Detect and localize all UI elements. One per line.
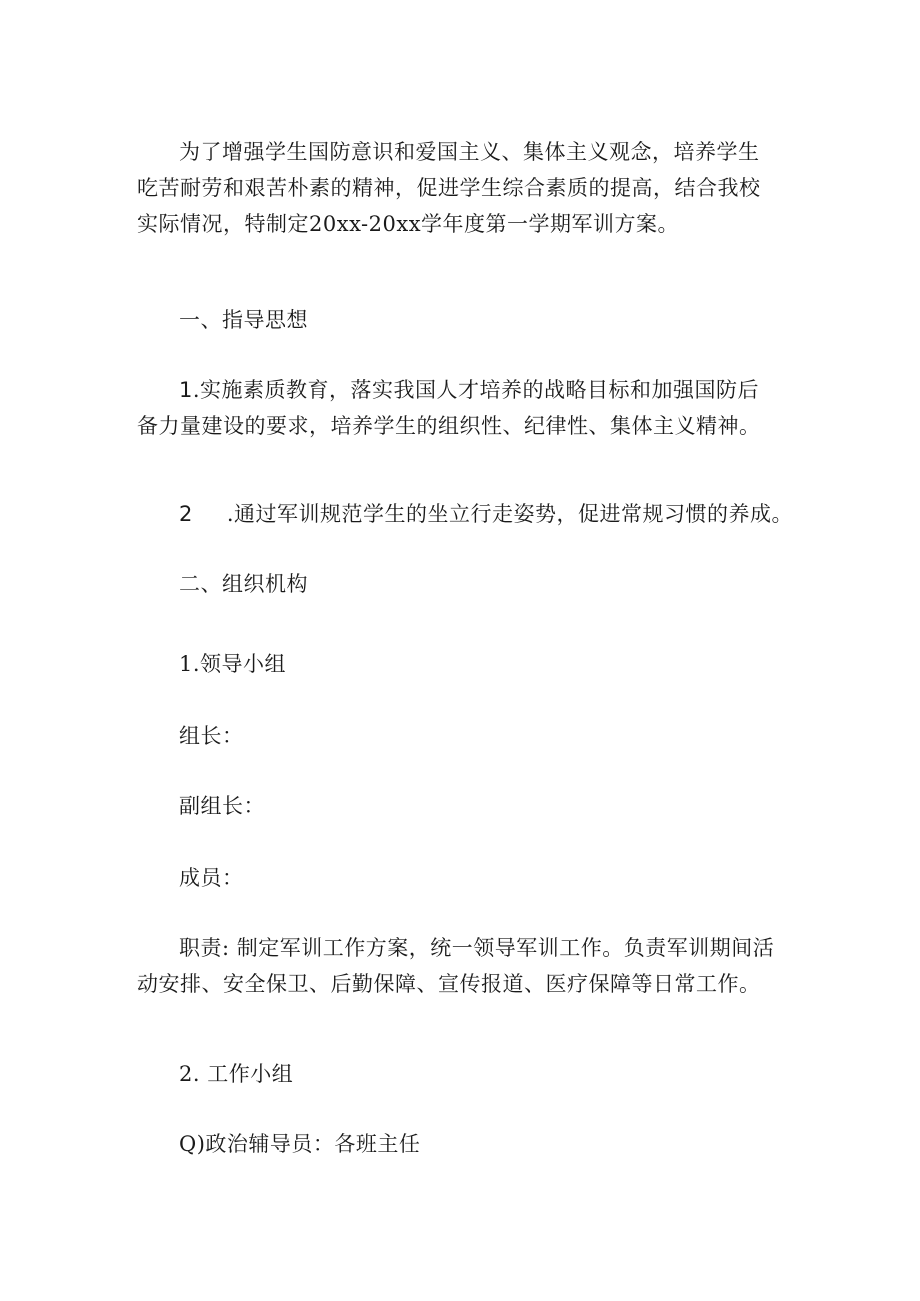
guideline-item-2-text: .通过军训规范学生的坐立行走姿势，促进常规习惯的养成。 bbox=[226, 502, 794, 526]
work-group-title: 2. 工作小组 bbox=[179, 1062, 294, 1086]
guideline-item-2-number: 2 bbox=[179, 502, 193, 526]
section-1-title: 一、指导思想 bbox=[179, 308, 308, 332]
group-leader-label: 组长： bbox=[179, 724, 244, 748]
members-label: 成员： bbox=[179, 866, 244, 890]
guideline-item-1-text: .实施素质教育，落实我国人才培养的战略目标和加强国防后备力量建设的要求，培养学生的组织性、纪律性、集体主义精神。 bbox=[137, 378, 761, 438]
political-counselor-line: Q)政治辅导员：各班主任 bbox=[179, 1132, 421, 1156]
guideline-item-1 bbox=[137, 372, 777, 444]
leadership-group-title: 1.领导小组 bbox=[179, 652, 287, 676]
guideline-item-1-number: 1 bbox=[179, 378, 193, 402]
vice-leader-label: 副组长： bbox=[179, 794, 265, 818]
section-2-title: 二、组织机构 bbox=[179, 572, 308, 596]
intro-paragraph: 为了增强学生国防意识和爱国主义、集体主义观念，培养学生吃苦耐劳和艰苦朴素的精神，促进学生综合素质的提高，结合我校实际情况，特制定20xx-20xx学年度第一学期军训方案。 bbox=[137, 140, 761, 236]
guideline-item-2 bbox=[179, 496, 793, 532]
duty-paragraph: 职责: 制定军训工作方案，统一领导军训工作。负责军训期间活动安排、安全保卫、后勤保障、宣传报道、医疗保障等日常工作。 bbox=[137, 936, 775, 996]
